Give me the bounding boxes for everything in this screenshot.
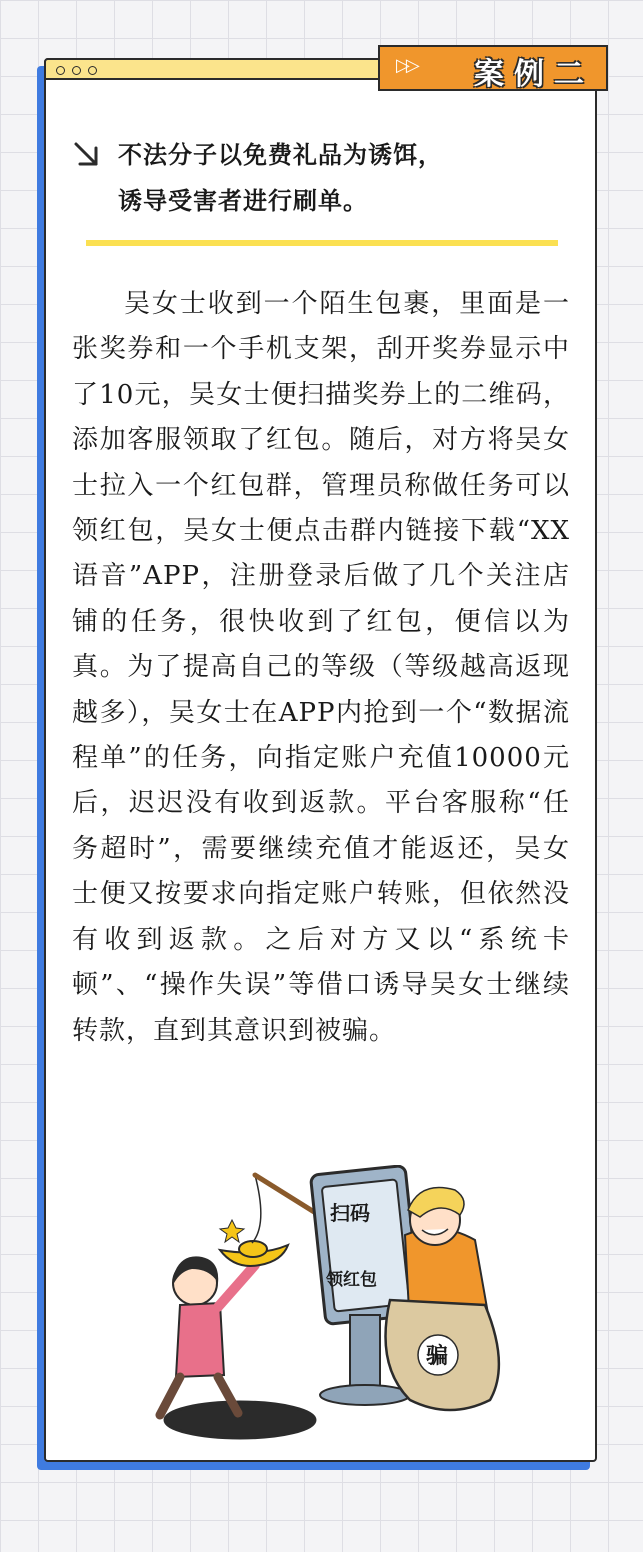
case-tag [378, 45, 608, 91]
case-tag-label: 案例二 [474, 57, 594, 92]
window-dot-icon [88, 66, 97, 75]
gold-ingot-bait [220, 1220, 288, 1266]
window-dot-icon [72, 66, 81, 75]
section-heading [118, 132, 558, 224]
double-arrow-icon: ▷▷ [396, 55, 416, 76]
arrow-down-right-icon [72, 140, 102, 170]
kiosk-scan-text: 扫码 [330, 1201, 370, 1225]
heading-line: 诱导受害者进行刷单。 [118, 187, 368, 215]
victim-figure [160, 1256, 255, 1415]
heading-underline [86, 240, 558, 246]
bag-scam-label: 骗 [426, 1344, 449, 1369]
case-story-paragraph: 吴女士收到一个陌生包裹，里面是一张奖券和一个手机支架，刮开奖券显示中了10元，吴女士便扫描奖券上的二维码，添加客服领取了红包。随后，对方将吴女士拉入一个红包群，管理员称做任务可以领红包，吴女士便点击群内链接下载“XX语音”APP，注册登录后做了几个关注店铺的任务，很快收到了红包，便信以为真。为了提高自己的等级（等级越高返现越多），吴女士在APP内抢到一个“数据流程单”的任务，向指定账户充值10000元后，迟迟没有收到返款。平台客服称“任务超时”，需要继续充值才能返还，吴女士便又按要求向指定账户转账，但依然没有收到返款。之后对方又以“系统卡顿”、“操作失误”等借口诱导吴女士继续转款，直到其意识到被骗。 [72, 289, 570, 1046]
heading-line: 不法分子以免费礼品为诱饵， [118, 141, 443, 169]
scam-illustration [140, 1165, 510, 1445]
kiosk-redpacket-text: 领红包 [326, 1270, 377, 1290]
window-dot-icon [56, 66, 65, 75]
